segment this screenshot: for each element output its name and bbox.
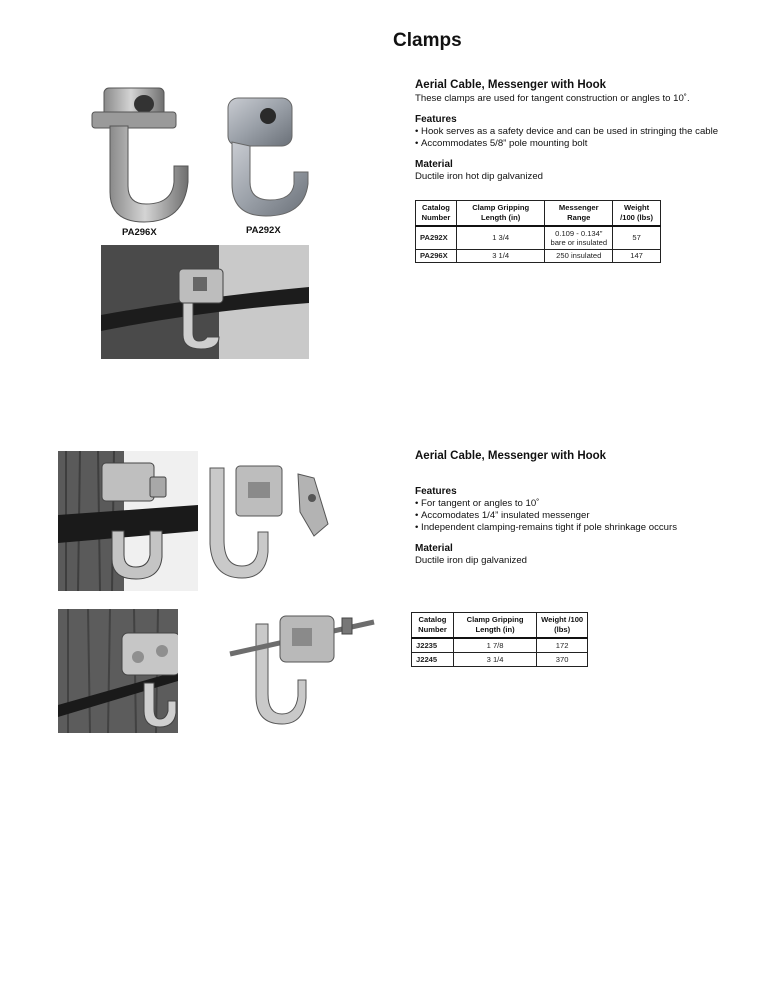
table-header-row xyxy=(412,613,588,639)
table-row xyxy=(416,226,661,249)
product1-section xyxy=(415,78,755,183)
product1-spec-table xyxy=(415,200,661,263)
table-header: Clamp Gripping Length (in) xyxy=(456,201,544,227)
product1-description: These clamps are used for tangent construction or angles to 10˚. xyxy=(415,93,690,104)
product1-feature: • Hook serves as a safety device and can be used in stringing the cable xyxy=(415,126,755,138)
product2-feature: • Accomodates 1/4” insulated messenger xyxy=(415,510,755,522)
catalog-cell: J2245 xyxy=(412,652,454,666)
grip-cell: 1 7/8 xyxy=(453,638,536,652)
product2-spec-table xyxy=(411,612,588,667)
product2-feature: • Independent clamping-remains tight if pole shrinkage occurs xyxy=(415,522,755,534)
range-line: bare or insulated xyxy=(550,237,608,247)
table-header: Catalog Number xyxy=(416,201,457,227)
disassembled-clamp-parts-image xyxy=(204,462,334,582)
product2-material: Ductile iron dip galvanized xyxy=(415,555,527,566)
pole-mounted-clamp-photo xyxy=(58,451,198,591)
product2-feature: • For tangent or angles to 10˚ xyxy=(415,498,755,510)
catalog-cell: PA292X xyxy=(416,226,457,249)
product1-features-title: Features xyxy=(415,114,457,125)
product2-features-title: Features xyxy=(415,486,457,497)
weight-cell: 370 xyxy=(537,652,588,666)
grip-cell: 3 1/4 xyxy=(453,652,536,666)
range-cell xyxy=(545,226,613,249)
grip-cell: 3 1/4 xyxy=(456,249,544,262)
product1-features-list xyxy=(415,126,755,150)
hook-clamp-with-bolt-image xyxy=(226,610,376,728)
catalog-cell: PA296X xyxy=(416,249,457,262)
table-header-row xyxy=(416,201,661,227)
page-title: Clamps xyxy=(393,30,462,51)
pa296x-clamp-image xyxy=(88,82,198,232)
installed-clamp-photo xyxy=(101,245,309,359)
table-row xyxy=(416,249,661,262)
range-cell: 250 insulated xyxy=(545,249,613,262)
product1-material-title: Material xyxy=(415,159,453,170)
table-header: Messenger Range xyxy=(545,201,613,227)
product2-heading: Aerial Cable, Messenger with Hook xyxy=(415,450,607,462)
image-caption: PA296X xyxy=(122,227,157,238)
table-row xyxy=(412,638,588,652)
product1-feature: • Accommodates 5/8” pole mounting bolt xyxy=(415,138,755,150)
product2-features-list xyxy=(415,498,755,534)
product2-material-title: Material xyxy=(415,543,453,554)
weight-cell: 57 xyxy=(613,226,661,249)
weight-cell: 172 xyxy=(537,638,588,652)
weight-cell: 147 xyxy=(613,249,661,262)
catalog-cell: J2235 xyxy=(412,638,454,652)
table-header: Clamp Gripping Length (in) xyxy=(453,613,536,639)
pole-mounted-bolt-clamp-photo xyxy=(58,609,178,733)
grip-cell: 1 3/4 xyxy=(456,226,544,249)
table-row xyxy=(412,652,588,666)
image-caption: PA292X xyxy=(246,225,281,236)
range-line: 0.109 - 0.134” xyxy=(555,228,603,238)
table-header: Weight /100 (lbs) xyxy=(537,613,588,639)
table-header: Catalog Number xyxy=(412,613,454,639)
table-header: Weight /100 (lbs) xyxy=(613,201,661,227)
product2-section xyxy=(415,449,755,567)
product1-heading: Aerial Cable, Messenger with Hook xyxy=(415,79,607,91)
product1-material: Ductile iron hot dip galvanized xyxy=(415,171,543,182)
pa292x-clamp-image xyxy=(218,92,318,222)
